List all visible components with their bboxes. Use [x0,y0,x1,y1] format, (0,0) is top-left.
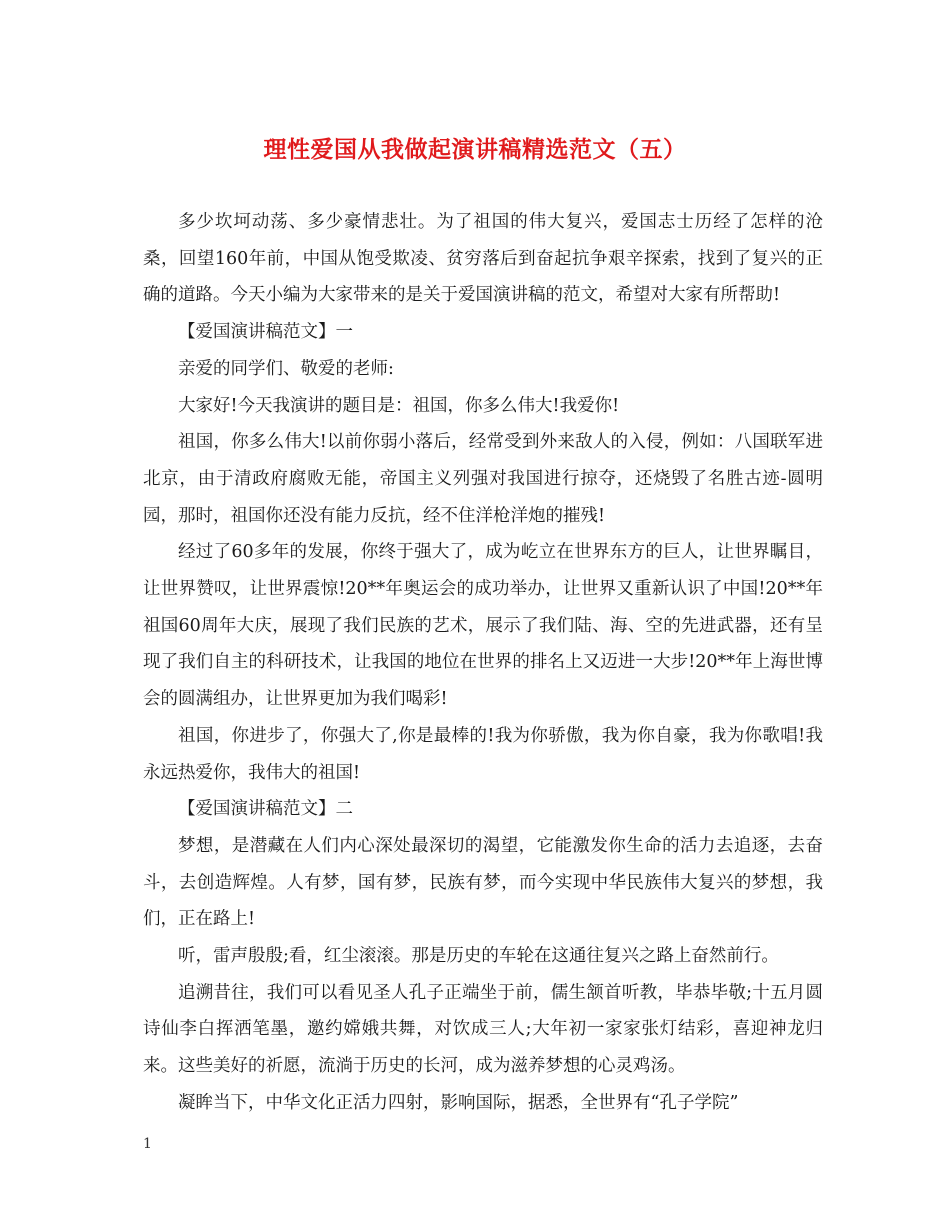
section-heading-1: 【爱国演讲稿范文】一 [178,322,353,343]
paragraph: 梦想，是潜藏在人们内心深处最深切的渴望，它能激发你生命的活力去追逐，去奋斗，去创造辉煌。人有梦，国有梦，民族有梦，而今实现中华民族伟大复兴的梦想，我们，正在路上! [143,835,823,930]
paragraph: 经过了60多年的发展，你终于强大了，成为屹立在世界东方的巨人，让世界瞩目，让世界赞叹，让世界震惊!20**年奥运会的成功举办，让世界又重新认识了中国!20**年祖国60周年大庆，展现了我们民族的艺术，展示了我们陆、海、空的先进武器，还有呈现了我们自主的科研技术，让我国的地位在世界的排名上又迈进一大步!20**年上海世博会的圆满组办，让世界更加为我们喝彩! [143,542,823,710]
paragraph-salutation: 亲爱的同学们、敬爱的老师: [178,358,394,379]
paragraph: 追溯昔往，我们可以看见圣人孔子正端坐于前，儒生颔首听教，毕恭毕敬;十五月圆诗仙李白挥洒笔墨，邀约嫦娥共舞，对饮成三人;大年初一家家张灯结彩，喜迎神龙归来。这些美好的祈愿，流淌于历史的长河，成为滋养梦想的心灵鸡汤。 [143,982,823,1077]
body-text [143,204,823,1122]
page-number: 1 [143,1136,152,1152]
paragraph-intro: 多少坎坷动荡、多少豪情悲壮。为了祖国的伟大复兴，爱国志士历经了怎样的沧桑，回望160年前，中国从饱受欺凌、贫穷落后到奋起抗争艰辛探索，找到了复兴的正确的道路。今天小编为大家带来的是关于爱国演讲稿的范文，希望对大家有所帮助! [143,212,823,306]
paragraph: 凝眸当下，中华文化正活力四射，影响国际，据悉，全世界有“孔子学院” [178,1092,739,1113]
paragraph: 祖国，你多么伟大!以前你弱小落后，经常受到外来敌人的入侵，例如：八国联军进北京，由于清政府腐败无能，帝国主义列强对我国进行掠夺，还烧毁了名胜古迹-圆明园，那时，祖国你还没有能力反抗，经不住洋枪洋炮的摧残! [143,432,823,526]
paragraph: 听，雷声殷殷;看，红尘滚滚。那是历史的车轮在这通往复兴之路上奋然前行。 [178,946,779,967]
section-heading-2: 【爱国演讲稿范文】二 [178,799,353,820]
paragraph: 大家好!今天我演讲的题目是：祖国，你多么伟大!我爱你! [178,395,620,416]
page-title: 理性爱国从我做起演讲稿精选范文（五） [263,137,687,163]
paragraph: 祖国，你进步了，你强大了,你是最棒的!我为你骄傲，我为你自豪，我为你歌唱!我永远热爱你，我伟大的祖国! [143,725,823,783]
